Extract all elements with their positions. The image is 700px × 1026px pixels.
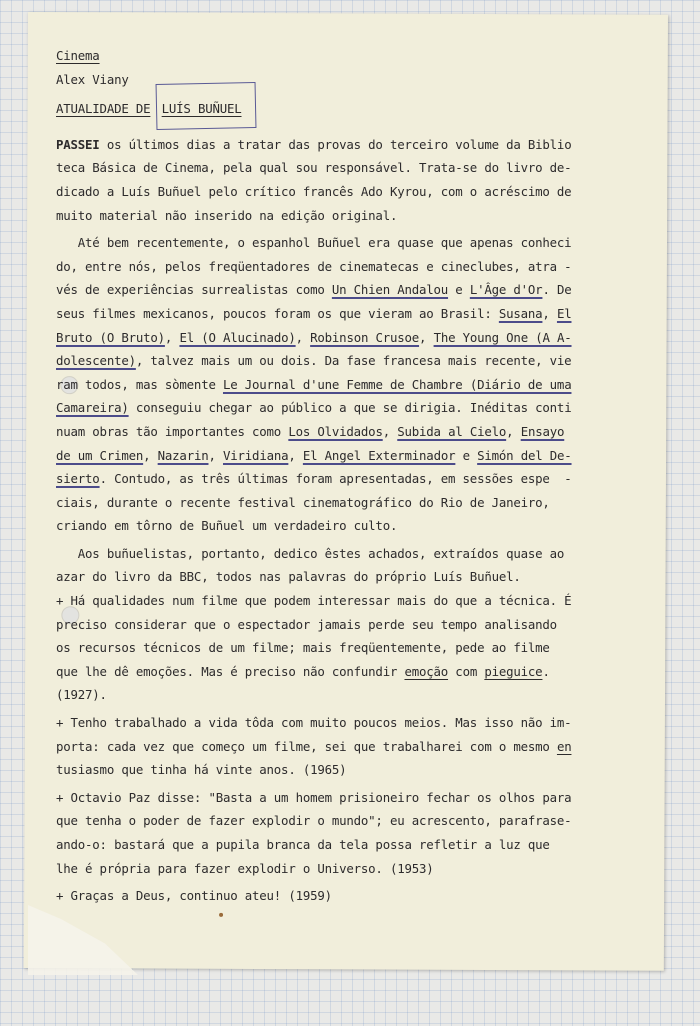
quote-4: + Graças a Deus, continuo ateu! (1959) [56,888,332,904]
film-title: Camareira) [56,400,129,416]
article-title: ATUALIDADE DE LUÍS BUÑUEL [56,97,656,121]
film-title: Subida al Cielo [397,423,507,439]
stain-mark [219,913,223,917]
film-title: sierto [56,471,100,487]
title-box: LUÍS BUÑUEL [158,97,250,121]
film-title: Un Chien Andalou [331,282,449,298]
film-title: Simón del De- [477,447,572,463]
paragraph-1: PASSEI os últimos dias a tratar das provas do terceiro volume da Biblio teca Básica de Cinema, pela qual sou responsável. Trata-se do livro de- dicado a Luís Buñuel pelo crítico francês Ado Kyrou, com o acréscimo de muito material não inserido na edição original. [56,136,572,223]
underlined-word: emoção [404,663,449,679]
underlined-word: en [556,738,572,754]
film-title: Nazarin [157,447,209,463]
film-title: El Angel Exterminador [302,447,456,463]
film-title: Bruto (O Bruto) [56,329,165,345]
film-title: Viridiana [223,447,289,463]
film-title: Susana [498,305,543,321]
quote-1: + Há qualidades num filme que podem interessar mais do que a técnica. É preciso considerar que o espectador jamais perde seu tempo analisando os recursos técnicos de um filme; mais freqüentemente, pede ao filme que lhe dê emoções. Mas é preciso não confundir emoção com pieguice. (1927). [56,593,572,703]
typewritten-article [56,44,656,908]
film-title: Los Olvidados [288,423,383,439]
film-title: dolescente) [56,353,136,369]
film-title: L'Âge d'Or [469,282,543,298]
section-label: Cinema [56,48,100,63]
underlined-word: pieguice [484,663,543,679]
quote-2: + Tenho trabalhado a vida tôda com muito poucos meios. Mas isso não im- porta: cada vez que começo um filme, sei que trabalharei com o mesmo en tusiasmo que tinha há vinte anos. (1965) [56,715,572,778]
film-title: Robinson Crusoe [310,329,420,345]
film-title: de um Crimen [56,447,144,463]
paragraph-2: Até bem recentemente, o espanhol Buñuel era quase que apenas conheci do, entre nós, pelos freqüentadores de cinematecas e cineclubes, atra - vés de experiências surrealistas como Un Chien Andalou e L'Âge d'Or. De seus filmes mexicanos, poucos foram os que vieram ao Brasil: Susana, El Bruto (O Bruto), El (O Alucinado), Robinson Crusoe, The Young One (A A- dolescente), talvez mais um ou dois. Da fase francesa mais recente, vie ram todos, mas sòmente Le Journal d'une Femme de Chambre (Diário de uma Camareira) conseguiu chegar ao público a que se dirigia. Inéditas conti nuam obras tão importantes como Los Olvidados, Subida al Cielo, Ensayo de um Crimen, Nazarin, Viridiana, El Angel Exterminador e Simón del De- sierto. Contudo, as três últimas foram apresentadas, em sessões espe - ciais, durante o recente festival cinematográfico do Rio de Janeiro, criando em tôrno de Buñuel um verdadeiro culto. [56,235,572,534]
film-title: El (O Alucinado) [179,329,296,345]
author-name: Alex Viany [56,71,129,87]
quote-3: + Octavio Paz disse: "Basta a um homem prisioneiro fechar os olhos para que tenha o poder de fazer explodir o mundo"; eu acrescento, parafrase- ando-o: bastará que a pupila branca da tela possa refletir a luz que lhe é própria para fazer explodir o Universo. (1953) [56,789,572,876]
film-title: Le Journal d'une Femme de Chambre (Diário de uma [222,376,572,392]
film-title: El [556,305,572,321]
paragraph-3: Aos buñuelistas, portanto, dedico êstes achados, extraídos quase ao azar do livro da BBC, todos nas palavras do próprio Luís Buñuel. [56,545,565,585]
film-title: Ensayo [520,423,565,439]
film-title: The Young One (A A- [433,329,572,345]
